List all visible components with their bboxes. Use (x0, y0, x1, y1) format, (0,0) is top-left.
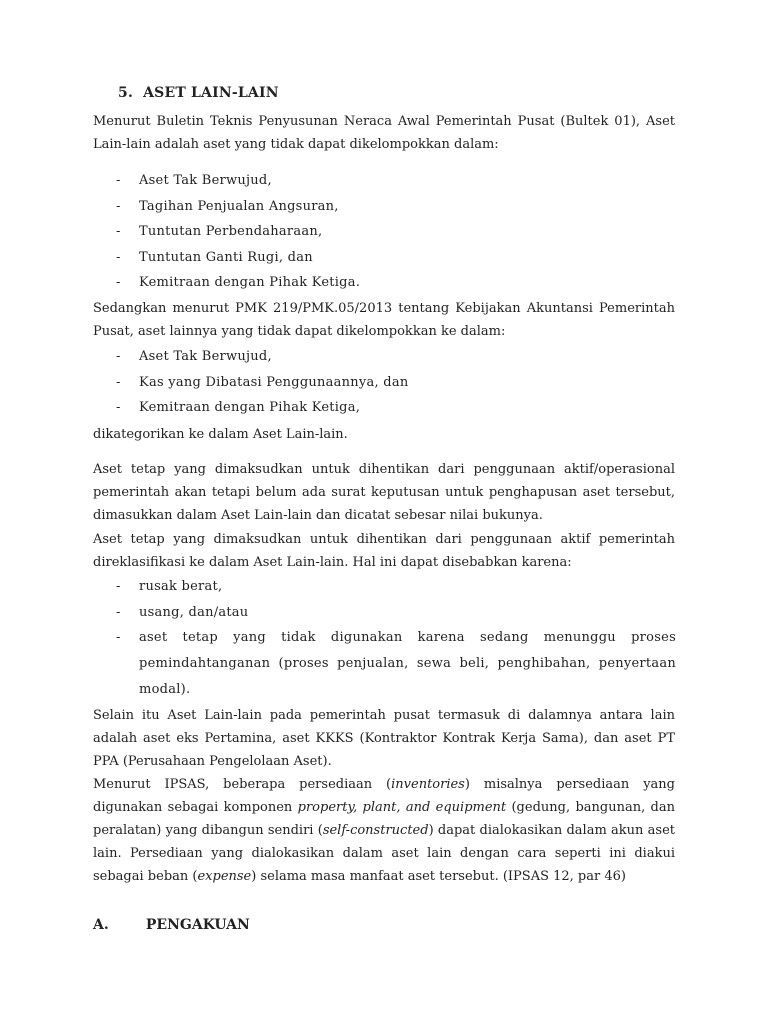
term-inventories: inventories (391, 777, 465, 792)
list-bultek (116, 168, 676, 296)
paragraph-dikategorikan: dikategorikan ke dalam Aset Lain-lain. (93, 427, 348, 442)
list-item: - Kemitraan dengan Pihak Ketiga. (116, 275, 361, 290)
section-title: PENGAKUAN (145, 917, 250, 933)
paragraph-ipsas: Menurut IPSAS, beberapa persediaan (inventories) misalnya persediaan yang digunakan sebagai komponen property, plant, and equipment (gedung, bangunan, dan peralatan) yang dibangun sendiri (self-constructed) dapat dialokasikan dalam akun aset lain. Persediaan yang dialokasikan dalam aset lain dengan cara seperti ini diakui sebagai beban (expense) selama masa manfaat aset tersebut. (IPSAS 12, par 46) (93, 777, 676, 884)
list-item: - Tagihan Penjualan Angsuran, (116, 198, 339, 214)
list-penyebab (116, 574, 676, 703)
list-item: - Kas yang Dibatasi Penggunaannya, dan (116, 374, 409, 390)
section-title: ASET LAIN-LAIN (143, 85, 279, 101)
section-number: 5. (118, 85, 134, 101)
paragraph-pmk: Sedangkan menurut PMK 219/PMK.05/2013 tentang Kebijakan Akuntansi Pemerintah Pusat, aset lainnya yang tidak dapat dikelompokkan ke dalam: (93, 301, 675, 339)
list-item: - Aset Tak Berwujud, (116, 173, 272, 188)
section-a-heading (93, 917, 250, 933)
paragraph-bultek: Menurut Buletin Teknis Penyusunan Neraca Awal Pemerintah Pusat (Bultek 01), Aset Lain-lain adalah aset yang tidak dapat dikelompokkan dalam: (93, 114, 675, 152)
term-expense: expense (197, 869, 252, 884)
term-ppe: property, plant, and equipment (297, 800, 507, 815)
list-item: - Kemitraan dengan Pihak Ketiga, (116, 400, 361, 415)
paragraph-aset-dihentikan: Aset tetap yang dimaksudkan untuk dihentikan dari penggunaan aktif/operasional pemerintah akan tetapi belum ada surat keputusan untuk penghapusan aset tersebut, dimasukkan dalam Aset Lain-lain dan dicatat sebesar nilai bukunya. (93, 462, 675, 523)
section-letter: A. (93, 917, 109, 933)
list-item: - usang, dan/atau (116, 604, 249, 620)
term-self-constructed: self-constructed (322, 823, 429, 838)
list-item: - Aset Tak Berwujud, (116, 349, 272, 364)
list-item: - Tuntutan Perbendaharaan, (116, 224, 323, 239)
paragraph-eks-pertamina: Selain itu Aset Lain-lain pada pemerintah pusat termasuk di dalamnya antara lain adalah aset eks Pertamina, aset KKKS (Kontraktor Kontrak Kerja Sama), dan aset PT PPA (Perusahaan Pengelolaan Aset). (93, 708, 675, 769)
paragraph-reklasifikasi: Aset tetap yang dimaksudkan untuk dihentikan dari penggunaan aktif pemerintah direklasifikasi ke dalam Aset Lain-lain. Hal ini dapat disebabkan karena: (93, 532, 675, 570)
list-pmk (116, 344, 676, 421)
section-5-heading (118, 85, 279, 101)
list-item: - rusak berat, (116, 579, 223, 594)
list-item: - Tuntutan Ganti Rugi, dan (116, 249, 313, 265)
list-item: - aset tetap yang tidak digunakan karena sedang menunggu proses pemindahtanganan (proses penjualan, sewa beli, penghibahan, penyertaan modal). (116, 630, 676, 697)
